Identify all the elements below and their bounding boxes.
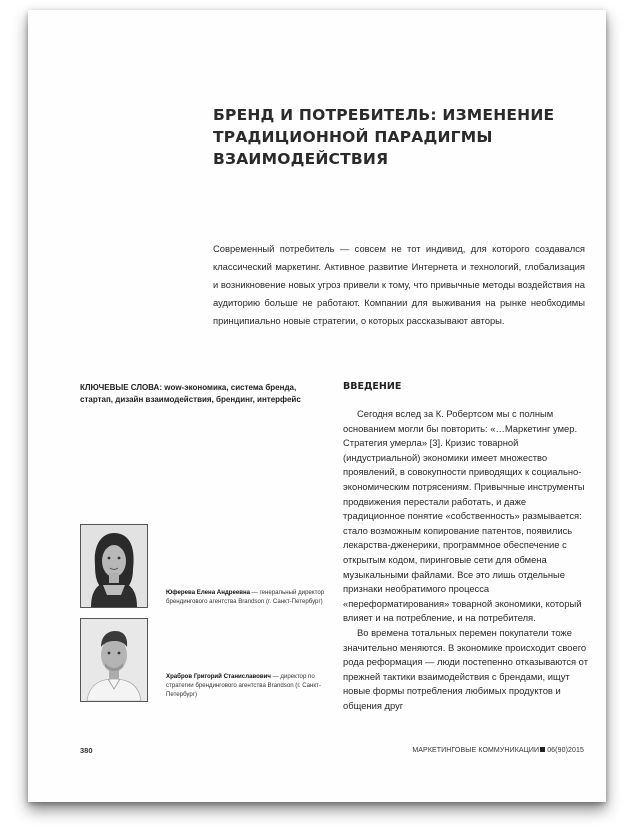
body-paragraph-1: Сегодня вслед за К. Робертсом мы с полным основанием могли бы повторить: «…Маркетинг умер. Стратегия умерла» [3]. Кризис товарной (индустриальной) экономики имеет множество проявлений, в совокупности приводящих к социально-экономическим потрясениям. Привычные инструменты продвижения перестали работать, и даже традиционное понятие «собственность» размывается: стало возможным копирование патентов, появились лекарства-дженерики, программное обеспечение с открытым кодом, пиринговые сети для обмена музыкальными файлами. Все это лишь отдельные признаки необратимого процесса «переформатирования» товарной экономики, который влияет и на потребление, и на потребителя. — [343, 408, 585, 624]
article-title: БРЕНД И ПОТРЕБИТЕЛЬ: ИЗМЕНЕНИЕ ТРАДИЦИОННОЙ ПАРАДИГМЫ ВЗАИМОДЕЙСТВИЯ — [213, 106, 555, 168]
page-number: 380 — [80, 746, 93, 755]
author-photo-2 — [80, 618, 148, 702]
magazine-page — [28, 10, 606, 802]
journal-footer — [412, 747, 584, 754]
square-separator-icon — [540, 747, 545, 752]
section-body — [343, 407, 588, 713]
section-heading: ВВЕДЕНИЕ — [343, 381, 402, 392]
author-caption-1 — [166, 588, 328, 606]
journal-name: МАРКЕТИНГОВЫЕ КОММУНИКАЦИИ — [412, 747, 540, 754]
journal-issue: 06(90)2015 — [547, 747, 584, 754]
author-name-2: Храбров Григорий Станиславович — [166, 673, 271, 680]
body-paragraph-2: Во времена тотальных перемен покупатели тоже значительно меняются. В экономике происходит своего рода реформация — люди постепенно отказываются от прежней тактики взаимодействия с брендами, ищут новые формы потребления любимых продуктов и общения друг — [343, 626, 588, 711]
author-photo-1 — [80, 524, 148, 608]
article-lead: Современный потребитель — совсем не тот индивид, для которого создавался классический маркетинг. Активное развитие Интернета и технологий, глобализация и возникновение новых угроз привели к тому, что привычные методы воздействия на аудиторию больше не работают. Компании для выживания на рынке необходимы принципиально новые стратегии, о которых рассказывают авторы. — [213, 243, 585, 326]
author-name-1: Юферева Елена Андреевна — [166, 589, 251, 596]
author-desc-1: — генеральный директор брендингового агентства Brandson (г. Санкт-Петербург) — [166, 589, 325, 605]
keywords: КЛЮЧЕВЫЕ СЛОВА: wow-экономика, система бренда, стартап, дизайн взаимодействия, брендинг, интерфейс — [80, 383, 301, 404]
author-caption-2 — [166, 672, 328, 699]
author-desc-2: — директор по стратегии брендингового агентства Brandson (г. Санкт-Петербург) — [166, 673, 321, 698]
